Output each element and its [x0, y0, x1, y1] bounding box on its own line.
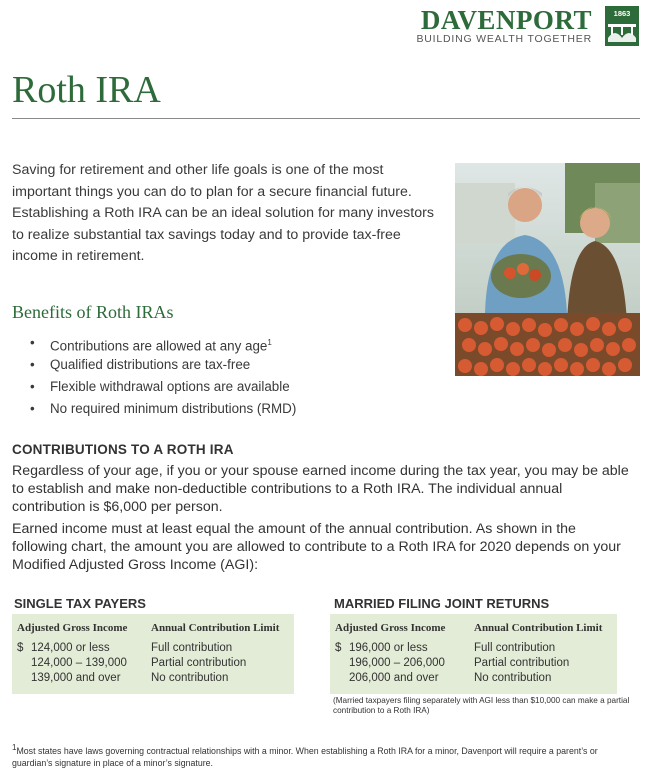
income-cell: 124,000 or less: [31, 642, 110, 654]
dollar-sign: $: [335, 642, 342, 654]
income-cell: 206,000 and over: [349, 672, 439, 684]
footnote: [12, 742, 637, 769]
logo-wordmark: DAVENPORT: [420, 5, 592, 35]
contributions-paragraph-1: Regardless of your age, if you or your spouse earned income during the tax year, you may be able to establish and make non-deductible contributions to a Roth IRA. The individual annual contribution is $6,000 per person.: [12, 463, 629, 515]
limit-cell: Full contribution: [151, 642, 233, 654]
limit-cell: Full contribution: [474, 642, 556, 654]
limit-cell: No contribution: [151, 672, 229, 684]
logo-tagline: BUILDING WEALTH TOGETHER: [416, 33, 592, 45]
footnote-mark: 1: [267, 338, 272, 347]
married-tax-table: [330, 614, 617, 694]
footnote-text: Most states have laws governing contractual relationships with a minor. When establishing a Roth IRA for a minor, Davenport will require a parent’s or guardian’s signature in place of a minor’s signature.: [12, 745, 598, 768]
income-cell: 124,000 – 139,000: [31, 657, 127, 669]
page-title: Roth IRA: [12, 69, 161, 111]
dollar-sign: $: [17, 642, 24, 654]
benefits-list: [30, 333, 296, 421]
single-col-income: Adjusted Gross Income: [17, 622, 128, 634]
logo-badge: [605, 6, 639, 46]
bridge-icon: [605, 18, 639, 46]
married-table-title: MARRIED FILING JOINT RETURNS: [334, 596, 550, 611]
logo-year: 1863: [613, 9, 631, 18]
benefit-item: • Flexible withdrawal options are available: [30, 377, 296, 399]
income-cell: 139,000 and over: [31, 672, 121, 684]
income-cell: 196,000 – 206,000: [349, 657, 445, 669]
benefit-item: • No required minimum distributions (RMD): [30, 399, 296, 421]
single-table-title: SINGLE TAX PAYERS: [14, 596, 146, 611]
benefit-item: • Contributions are allowed at any age$^1$: [30, 333, 296, 355]
couple-photo: [455, 163, 640, 376]
benefit-item: • Qualified distributions are tax-free: [30, 355, 296, 377]
single-tax-table: [12, 614, 294, 694]
married-note: (Married taxpayers filing separately with AGI less than $10,000 can make a partial contribution to a Roth IRA): [333, 696, 630, 715]
limit-cell: Partial contribution: [474, 657, 570, 669]
intro-paragraph: Saving for retirement and other life goals is one of the most important things you can do to plan for a secure financial future. Establishing a Roth IRA can be an ideal solution for many investors to realize substantial tax savings today and to provide tax-free income in retirement.: [12, 162, 434, 264]
married-col-income: Adjusted Gross Income: [335, 622, 446, 634]
limit-cell: No contribution: [474, 672, 552, 684]
contributions-heading: CONTRIBUTIONS TO A ROTH IRA: [12, 442, 234, 457]
title-divider: [12, 118, 640, 119]
income-cell: 196,000 or less: [349, 642, 428, 654]
single-col-limit: Annual Contribution Limit: [151, 622, 280, 634]
limit-cell: Partial contribution: [151, 657, 247, 669]
married-col-limit: Annual Contribution Limit: [474, 622, 603, 634]
benefits-heading: Benefits of Roth IRAs: [12, 302, 174, 322]
footnote-number: 1: [12, 743, 17, 752]
contributions-paragraph-2: Earned income must at least equal the amount of the annual contribution. As shown in the following chart, the amount you are allowed to contribute to a Roth IRA for 2020 depends on your Modified Adjusted Gross Income (AGI):: [12, 521, 621, 573]
